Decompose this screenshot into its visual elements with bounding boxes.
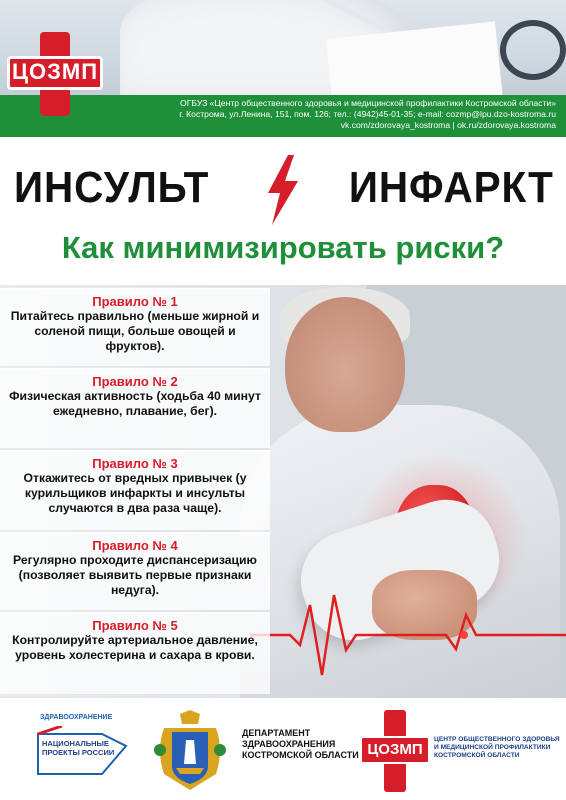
rule-text: Контролируйте артериальное давление, уровень холестерина и сахара в крови. xyxy=(12,633,258,662)
np-category: ЗДРАВООХРАНЕНИЕ xyxy=(40,714,113,721)
title-infarction: ИНФАРКТ xyxy=(349,163,554,212)
rule-2 xyxy=(0,368,270,448)
department-name xyxy=(242,728,362,761)
rule-5 xyxy=(0,612,270,694)
cozmp-logo xyxy=(7,32,103,116)
subtitle: Как минимизировать риски? xyxy=(61,230,505,265)
national-projects-logo xyxy=(22,712,142,782)
dept-line: ЗДРАВООХРАНЕНИЯ xyxy=(242,739,336,749)
ecg-line-icon xyxy=(250,575,566,695)
cozmp-logo-small xyxy=(360,710,430,792)
dept-line: ДЕПАРТАМЕНТ xyxy=(242,728,311,738)
rule-title: Правило № 5 xyxy=(92,618,178,633)
rule-text: Откажитесь от вредных привычек (у курильщиков инфаркты и инсульты случаются в два раза чаще). xyxy=(23,471,247,515)
dept-line: КОСТРОМСКОЙ ОБЛАСТИ xyxy=(242,750,359,760)
np-title: НАЦИОНАЛЬНЫЕ ПРОЕКТЫ РОССИИ xyxy=(42,739,115,757)
rule-1 xyxy=(0,288,270,366)
organization-info xyxy=(96,98,556,131)
rule-title: Правило № 3 xyxy=(92,456,178,471)
head-shape xyxy=(285,297,405,432)
org-social-links: vk.com/zdorovaya_kostroma | ok.ru/zdorovaya.kostroma xyxy=(340,120,556,130)
title-row xyxy=(0,155,566,225)
rule-4 xyxy=(0,532,270,610)
rule-text: Регулярно проходите диспансеризацию (позволяет выявить первые признаки недуга). xyxy=(13,553,257,597)
org-address: г. Кострома, ул.Ленина, 151, пом. 126; тел.: (4942)45-01-35; e-mail: cozmp@lpu.dzo-kostroma.ru xyxy=(179,109,556,119)
title-stroke: ИНСУЛЬТ xyxy=(14,163,210,212)
stethoscope-image xyxy=(500,20,566,80)
footer xyxy=(0,700,566,800)
rule-text: Питайтесь правильно (меньше жирной и соленой пищи, больше овощей и фруктов). xyxy=(10,309,260,353)
center-name: ЦЕНТР ОБЩЕСТВЕННОГО ЗДОРОВЬЯ И МЕДИЦИНСКОЙ ПРОФИЛАКТИКИ КОСТРОМСКОЙ ОБЛАСТИ xyxy=(434,736,560,759)
rule-text: Физическая активность (ходьба 40 минут ежедневно, плавание, бег). xyxy=(9,389,261,418)
logo-text: ЦОЗМП xyxy=(11,59,99,84)
rule-title: Правило № 4 xyxy=(92,538,178,553)
rule-3 xyxy=(0,450,270,530)
rule-title: Правило № 1 xyxy=(92,294,178,309)
org-name: ОГБУЗ «Центр общественного здоровья и медицинской профилактики Костромской области» xyxy=(180,98,556,108)
kostroma-coat-of-arms-icon xyxy=(150,710,230,792)
lightning-bolt-icon xyxy=(262,155,302,225)
rule-title: Правило № 2 xyxy=(92,374,178,389)
logo-text: ЦОЗМП xyxy=(367,741,423,758)
